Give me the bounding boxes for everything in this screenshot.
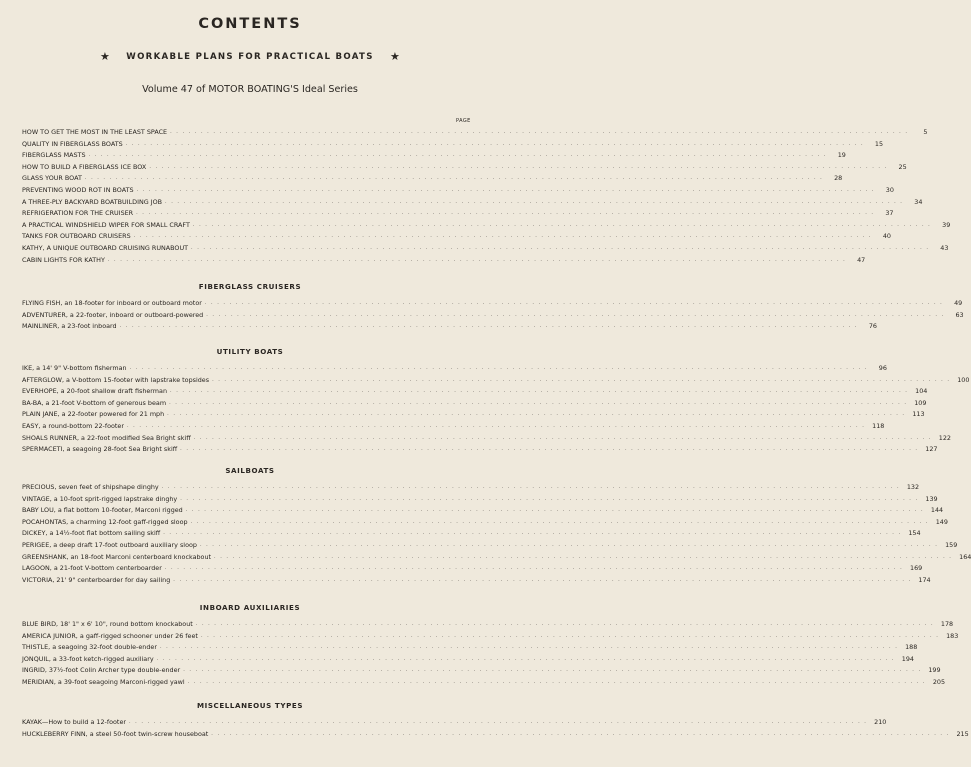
entry-page-number: 154 (908, 529, 921, 538)
entry-title: PRECIOUS, seven feet of shipshape dinghy (22, 483, 159, 491)
section-heading: INBOARD AUXILIARIES (199, 603, 301, 612)
entry-title: REFRIGERATION FOR THE CRUISER (22, 209, 134, 218)
dot-leader: . . . . . . . . . . . . . . . . . . . . . . . . . . . . . . . . . . . . . . . . . . . . . . . . . . . . . . . . . . . . . . . . . . . . . . . . . . . . . . . . . . . . . . . . . . . . . . . . . . . . . . . . . . . . . . . . . . . . . . . . (200, 632, 940, 639)
contents-entry (22, 572, 931, 584)
entry-page-number: 43 (940, 244, 949, 252)
entry-page-number: 178 (940, 620, 954, 628)
entry-title: HUCKLEBERRY FINN, a steel 50-foot twin-screw houseboat (22, 729, 209, 738)
entry-title: GREENSHANK, an 18-foot Marconi centerboard knockabout (22, 552, 212, 561)
entry-title: EASY, a round-bottom 22-footer (22, 422, 124, 430)
entry-page-number: 183 (946, 631, 959, 640)
dot-leader: . . . . . . . . . . . . . . . . . . . . . . . . . . . . . . . . . . . . . . . . . . . . . . . . . . . . . . . . . . . . . . . . . . . . . . . . . . . . . . . . . . . . . . . . . . . . . . . . . . . . . . . . . . . . . . . . . . . . . . . . (163, 530, 902, 537)
entry-page-number: 188 (905, 643, 918, 652)
dot-leader: . . . . . . . . . . . . . . . . . . . . . . . . . . . . . . . . . . . . . . . . . . . . . . . . . . . . . . . . . . . . . . . . . . . . . . . . . . . . . . . . . . . . . . . . . . . . . . . . . . . . . . . . . . . . . . . . . . . . . . . . (185, 507, 925, 514)
entry-page-number: 28 (834, 174, 843, 183)
dot-leader: . . . . . . . . . . . . . . . . . . . . . . . . . . . . . . . . . . . . . . . . . . . . . . . . . . . . . . . . . . . . . . . . . . . . . . . . . . . . . . . . . . . . . . . . . . . . . . . . . . . . . . . . . . . . . . . . . . . . . . . . (190, 518, 929, 525)
contents-entry (22, 674, 946, 686)
contents-entry (22, 360, 887, 372)
section-heading: UTILITY BOATS (216, 347, 284, 356)
contents-entry (22, 514, 948, 526)
entry-title: IKE, a 14' 9" V-bottom fisherman (22, 364, 127, 372)
dot-leader: . . . . . . . . . . . . . . . . . . . . . . . . . . . . . . . . . . . . . . . . . . . . . . . . . . . . . . . . . . . . . . . . . . . . . . . . . . . . . . . . . . . . . . . . . . . . . . . . . . . . . . . . . . . . . . . . . . . . . . . . (191, 245, 930, 251)
entry-page-number: 39 (942, 220, 951, 229)
entry-page-number: 15 (874, 139, 884, 148)
dot-leader: . . . . . . . . . . . . . . . . . . . . . . . . . . . . . . . . . . . . . . . . . . . . . . . . . . . . . . . . . . . . . . . . . . . . . . . . . . . . . . . . . . . . . . . . . . . . . . . . . . . . . . . . . . . . . . . . . . . . . . . . (156, 655, 895, 662)
contents-entry (22, 479, 920, 491)
entry-title: DICKEY, a 14½-foot flat bottom sailing skiff (22, 529, 161, 538)
entry-title: VICTORIA, 21' 9" centerboarder for day sailing (22, 575, 171, 584)
entry-title: SPERMACETI, a seagoing 28-foot Sea Bright skiff (22, 445, 178, 454)
dot-leader: . . . . . . . . . . . . . . . . . . . . . . . . . . . . . . . . . . . . . . . . . . . . . . . . . . . . . . . . . . . . . . . . . . . . . . . . . . . . . . . . . . . . . . . . . . . . . . . . . . . . . . . . . . . . . . . . . . . . . . . . (170, 129, 909, 135)
dot-leader: . . . . . . . . . . . . . . . . . . . . . . . . . . . . . . . . . . . . . . . . . . . . . . . . . . . . . . . . . . . . . . . . . . . . . . . . . . . . . . . . . . . . . . . . . . . . . . . . . . . . . . . . . . . . . . . . . . . . . . . . (136, 187, 875, 193)
entry-page-number: 159 (945, 541, 958, 549)
entry-page-number: 5 (923, 128, 928, 136)
entry-page-number: 127 (925, 445, 938, 454)
dot-leader: . . . . . . . . . . . . . . . . . . . . . . . . . . . . . . . . . . . . . . . . . . . . . . . . . . . . . . . . . . . . . . . . . . . . . . . . . . . . . . . . . . . . . . . . . . . . . . . . . . . . . . . . . . . . . . . . . . . . . . . . (173, 576, 912, 583)
entry-title: AMERICA JUNIOR, a gaff-rigged schooner under 26 feet (22, 631, 198, 640)
entry-page-number: 210 (874, 718, 887, 726)
contents-entry (22, 502, 944, 515)
entry-page-number: 205 (932, 678, 946, 686)
entry-page-number: 164 (959, 552, 971, 561)
entry-title: MERIDIAN, a 39-foot seagoing Marconi-rigged yawl (22, 678, 185, 686)
entry-page-number: 96 (878, 364, 887, 372)
entry-page-number: 34 (914, 197, 923, 206)
contents-entry (22, 136, 884, 148)
section-heading: SAILBOATS (225, 466, 275, 475)
contents-entry (22, 639, 918, 652)
contents-entry (22, 406, 925, 419)
contents-entry (22, 714, 887, 726)
entry-title: HOW TO BUILD A FIBERGLASS ICE BOX (22, 162, 147, 171)
entry-page-number: 49 (954, 299, 963, 307)
entry-title: AFTERGLOW, a V-bottom 15-footer with lapstrake topsides (22, 375, 210, 384)
entry-page-number: 40 (882, 232, 891, 241)
dot-leader: . . . . . . . . . . . . . . . . . . . . . . . . . . . . . . . . . . . . . . . . . . . . . . . . . . . . . . . . . . . . . . . . . . . . . . . . . . . . . . . . . . . . . . . . . . . . . . . . . . . . . . . . . . . . . . . . . . . . . . . . (161, 484, 901, 490)
dot-leader: . . . . . . . . . . . . . . . . . . . . . . . . . . . . . . . . . . . . . . . . . . . . . . . . . . . . . . . . . . . . . . . . . . . . . . . . . . . . . . . . . . . . . . . . . . . . . . . . . . . . . . . . . . . . . . . . . . . . . . . . (187, 679, 927, 685)
contents-entry (22, 194, 923, 206)
entry-title: FLYING FISH, an 18-footer for inboard or outboard motor (22, 299, 202, 307)
entry-title: ADVENTURER, a 22-footer, inboard or outboard-powered (22, 310, 204, 319)
contents-entry (22, 441, 938, 454)
entry-page-number: 76 (868, 322, 877, 331)
dot-leader: . . . . . . . . . . . . . . . . . . . . . . . . . . . . . . . . . . . . . . . . . . . . . . . . . . . . . . . . . . . . . . . . . . . . . . . . . . . . . . . . . . . . . . . . . . . . . . . . . . . . . . . . . . . . . . . . . . . . . . . . (149, 163, 888, 170)
section-heading: FIBERGLASS CRUISERS (198, 282, 302, 291)
entry-title: BA-BA, a 21-foot V-bottom of generous beam (22, 398, 167, 407)
dot-leader: . . . . . . . . . . . . . . . . . . . . . . . . . . . . . . . . . . . . . . . . . . . . . . . . . . . . . . . . . . . . . . . . . . . . . . . . . . . . . . . . . . . . . . . . . . . . . . . . . . . . . . . . . . . . . . . . . . . . . . . . (129, 719, 868, 725)
entry-title: BLUE BIRD, 18' 1" x 6' 10", round bottom knockabout (22, 620, 193, 628)
volume-line: Volume 47 of MOTOR BOATING'S Ideal Series (142, 84, 358, 95)
entry-page-number: 132 (906, 483, 920, 491)
entry-title: POCAHONTAS, a charming 12-foot gaff-rigged sloop (22, 517, 188, 526)
dot-leader: . . . . . . . . . . . . . . . . . . . . . . . . . . . . . . . . . . . . . . . . . . . . . . . . . . . . . . . . . . . . . . . . . . . . . . . . . . . . . . . . . . . . . . . . . . . . . . . . . . . . . . . . . . . . . . . . . . . . . . . . (206, 311, 945, 318)
entry-title: FIBERGLASS MASTS (22, 151, 86, 160)
dot-leader: . . . . . . . . . . . . . . . . . . . . . . . . . . . . . . . . . . . . . . . . . . . . . . . . . . . . . . . . . . . . . . . . . . . . . . . . . . . . . . . . . . . . . . . . . . . . . . . . . . . . . . . . . . . . . . . . . . . . . . . . (129, 365, 868, 371)
entry-page-number: 25 (898, 162, 907, 171)
contents-entry (22, 651, 914, 663)
entry-title: PREVENTING WOOD ROT IN BOATS (22, 186, 134, 194)
entry-page-number: 199 (928, 666, 941, 675)
dot-leader: . . . . . . . . . . . . . . . . . . . . . . . . . . . . . . . . . . . . . . . . . . . . . . . . . . . . . . . . . . . . . . . . . . . . . . . . . . . . . . . . . . . . . . . . . . . . . . . . . . . . . . . . . . . . . . . . . . . . . . . . (214, 553, 953, 560)
entry-title: GLASS YOUR BOAT (22, 174, 82, 183)
contents-entry (22, 491, 938, 503)
dot-leader: . . . . . . . . . . . . . . . . . . . . . . . . . . . . . . . . . . . . . . . . . . . . . . . . . . . . . . . . . . . . . . . . . . . . . . . . . . . . . . . . . . . . . . . . . . . . . . . . . . . . . . . . . . . . . . . . . . . . . . . . (167, 411, 906, 418)
contents-entry (22, 240, 949, 252)
entry-page-number: 174 (918, 575, 931, 584)
dot-leader: . . . . . . . . . . . . . . . . . . . . . . . . . . . . . . . . . . . . . . . . . . . . . . . . . . . . . . . . . . . . . . . . . . . . . . . . . . . . . . . . . . . . . . . . . . . . . . . . . . . . . . . . . . . . . . . . . . . . . . . . (125, 140, 865, 147)
contents-entry (22, 537, 958, 549)
dot-leader: . . . . . . . . . . . . . . . . . . . . . . . . . . . . . . . . . . . . . . . . . . . . . . . . . . . . . . . . . . . . . . . . . . . . . . . . . . . . . . . . . . . . . . . . . . . . . . . . . . . . . . . . . . . . . . . . . . . . . . . . (180, 495, 919, 502)
contents-entry (22, 662, 941, 675)
star-icon: ★ (390, 50, 400, 63)
contents-entry (22, 217, 951, 229)
entry-title: SHOALS RUNNER, a 22-foot modified Sea Bright skiff (22, 433, 191, 442)
dot-leader: . . . . . . . . . . . . . . . . . . . . . . . . . . . . . . . . . . . . . . . . . . . . . . . . . . . . . . . . . . . . . . . . . . . . . . . . . . . . . . . . . . . . . . . . . . . . . . . . . . . . . . . . . . . . . . . . . . . . . . . . (204, 300, 944, 306)
entry-page-number: 149 (935, 517, 948, 526)
entry-title: TANKS FOR OUTBOARD CRUISERS (22, 232, 131, 241)
dot-leader: . . . . . . . . . . . . . . . . . . . . . . . . . . . . . . . . . . . . . . . . . . . . . . . . . . . . . . . . . . . . . . . . . . . . . . . . . . . . . . . . . . . . . . . . . . . . . . . . . . . . . . . . . . . . . . . . . . . . . . . . (169, 399, 908, 406)
contents-entry (22, 307, 964, 319)
contents-entry (22, 383, 928, 396)
entry-page-number: 100 (957, 375, 970, 384)
dot-leader: . . . . . . . . . . . . . . . . . . . . . . . . . . . . . . . . . . . . . . . . . . . . . . . . . . . . . . . . . . . . . . . . . . . . . . . . . . . . . . . . . . . . . . . . . . . . . . . . . . . . . . . . . . . . . . . . . . . . . . . . (84, 175, 824, 182)
contents-entry (22, 318, 877, 331)
contents-entry (22, 159, 907, 171)
contents-entry (22, 525, 921, 538)
entry-title: THISTLE, a seagoing 32-foot double-ender (22, 643, 157, 652)
section-heading: MISCELLANEOUS TYPES (196, 701, 304, 710)
entry-title: QUALITY IN FIBERGLASS BOATS (22, 139, 123, 148)
contents-entry (22, 124, 928, 136)
entry-page-number: 47 (857, 255, 866, 264)
dot-leader: . . . . . . . . . . . . . . . . . . . . . . . . . . . . . . . . . . . . . . . . . . . . . . . . . . . . . . . . . . . . . . . . . . . . . . . . . . . . . . . . . . . . . . . . . . . . . . . . . . . . . . . . . . . . . . . . . . . . . . . . (180, 446, 919, 453)
contents-entry (22, 726, 969, 738)
contents-entry (22, 430, 951, 442)
contents-entry (22, 182, 894, 194)
dot-leader: . . . . . . . . . . . . . . . . . . . . . . . . . . . . . . . . . . . . . . . . . . . . . . . . . . . . . . . . . . . . . . . . . . . . . . . . . . . . . . . . . . . . . . . . . . . . . . . . . . . . . . . . . . . . . . . . . . . . . . . . (107, 256, 847, 263)
entry-page-number: 139 (925, 494, 938, 503)
entry-page-number: 215 (956, 729, 969, 738)
entry-title: INGRID, 37½-foot Colin Archer type double-ender (22, 666, 181, 675)
entry-page-number: 19 (837, 151, 846, 160)
dot-leader: . . . . . . . . . . . . . . . . . . . . . . . . . . . . . . . . . . . . . . . . . . . . . . . . . . . . . . . . . . . . . . . . . . . . . . . . . . . . . . . . . . . . . . . . . . . . . . . . . . . . . . . . . . . . . . . . . . . . . . . . (183, 667, 922, 674)
dot-leader: . . . . . . . . . . . . . . . . . . . . . . . . . . . . . . . . . . . . . . . . . . . . . . . . . . . . . . . . . . . . . . . . . . . . . . . . . . . . . . . . . . . . . . . . . . . . . . . . . . . . . . . . . . . . . . . . . . . . . . . . (133, 233, 872, 240)
entry-title: VINTAGE, a 10-foot sprit-rigged lapstrake dinghy (22, 494, 178, 503)
dot-leader: . . . . . . . . . . . . . . . . . . . . . . . . . . . . . . . . . . . . . . . . . . . . . . . . . . . . . . . . . . . . . . . . . . . . . . . . . . . . . . . . . . . . . . . . . . . . . . . . . . . . . . . . . . . . . . . . . . . . . . . . (193, 434, 932, 441)
star-icon: ★ (100, 50, 110, 63)
entry-title: PLAIN JANE, a 22-footer powered for 21 mph (22, 410, 165, 419)
entry-title: PERIGEE, a deep draft 17-foot outboard auxiliary sloop (22, 541, 197, 549)
entry-page-number: 63 (955, 310, 964, 319)
dot-leader: . . . . . . . . . . . . . . . . . . . . . . . . . . . . . . . . . . . . . . . . . . . . . . . . . . . . . . . . . . . . . . . . . . . . . . . . . . . . . . . . . . . . . . . . . . . . . . . . . . . . . . . . . . . . . . . . . . . . . . . . (159, 644, 899, 651)
dot-leader: . . . . . . . . . . . . . . . . . . . . . . . . . . . . . . . . . . . . . . . . . . . . . . . . . . . . . . . . . . . . . . . . . . . . . . . . . . . . . . . . . . . . . . . . . . . . . . . . . . . . . . . . . . . . . . . . . . . . . . . . (192, 221, 932, 228)
entry-title: HOW TO GET THE MOST IN THE LEAST SPACE (22, 128, 168, 136)
entry-title: BABY LOU, a flat bottom 10-footer, Marconi rigged (22, 506, 183, 515)
dot-leader: . . . . . . . . . . . . . . . . . . . . . . . . . . . . . . . . . . . . . . . . . . . . . . . . . . . . . . . . . . . . . . . . . . . . . . . . . . . . . . . . . . . . . . . . . . . . . . . . . . . . . . . . . . . . . . . . . . . . . . . . (212, 376, 951, 383)
page-title: CONTENTS (198, 16, 302, 32)
contents-entry (22, 228, 891, 241)
dot-leader: . . . . . . . . . . . . . . . . . . . . . . . . . . . . . . . . . . . . . . . . . . . . . . . . . . . . . . . . . . . . . . . . . . . . . . . . . . . . . . . . . . . . . . . . . . . . . . . . . . . . . . . . . . . . . . . . . . . . . . . . (164, 565, 904, 572)
contents-entry (22, 549, 971, 561)
entry-page-number: 122 (938, 433, 951, 442)
entry-page-number: 104 (915, 387, 928, 396)
entry-title: A THREE-PLY BACKYARD BOATBUILDING JOB (22, 197, 163, 206)
dot-leader: . . . . . . . . . . . . . . . . . . . . . . . . . . . . . . . . . . . . . . . . . . . . . . . . . . . . . . . . . . . . . . . . . . . . . . . . . . . . . . . . . . . . . . . . . . . . . . . . . . . . . . . . . . . . . . . . . . . . . . . . (195, 621, 935, 627)
entry-page-number: 144 (930, 506, 944, 515)
contents-entry (22, 295, 963, 307)
contents-entry (22, 628, 959, 640)
entry-title: JONQUIL, a 33-foot ketch-rigged auxiliary (22, 654, 154, 663)
entry-page-number: 109 (914, 398, 927, 407)
dot-leader: . . . . . . . . . . . . . . . . . . . . . . . . . . . . . . . . . . . . . . . . . . . . . . . . . . . . . . . . . . . . . . . . . . . . . . . . . . . . . . . . . . . . . . . . . . . . . . . . . . . . . . . . . . . . . . . . . . . . . . . . (126, 423, 866, 429)
dot-leader: . . . . . . . . . . . . . . . . . . . . . . . . . . . . . . . . . . . . . . . . . . . . . . . . . . . . . . . . . . . . . . . . . . . . . . . . . . . . . . . . . . . . . . . . . . . . . . . . . . . . . . . . . . . . . . . . . . . . . . . . (88, 152, 827, 159)
contents-entry (22, 147, 846, 160)
entry-title: CABIN LIGHTS FOR KATHY (22, 255, 105, 264)
dot-leader: . . . . . . . . . . . . . . . . . . . . . . . . . . . . . . . . . . . . . . . . . . . . . . . . . . . . . . . . . . . . . . . . . . . . . . . . . . . . . . . . . . . . . . . . . . . . . . . . . . . . . . . . . . . . . . . . . . . . . . . . (170, 388, 909, 395)
dot-leader: . . . . . . . . . . . . . . . . . . . . . . . . . . . . . . . . . . . . . . . . . . . . . . . . . . . . . . . . . . . . . . . . . . . . . . . . . . . . . . . . . . . . . . . . . . . . . . . . . . . . . . . . . . . . . . . . . . . . . . . . (199, 542, 939, 548)
entry-title: KATHY, A UNIQUE OUTBOARD CRUISING RUNABOUT (22, 244, 189, 252)
entry-title: A PRACTICAL WINDSHIELD WIPER FOR SMALL CRAFT (22, 220, 190, 229)
entry-page-number: 194 (901, 654, 914, 663)
contents-entry (22, 205, 894, 218)
contents-entry (22, 616, 954, 628)
dot-leader: . . . . . . . . . . . . . . . . . . . . . . . . . . . . . . . . . . . . . . . . . . . . . . . . . . . . . . . . . . . . . . . . . . . . . . . . . . . . . . . . . . . . . . . . . . . . . . . . . . . . . . . . . . . . . . . . . . . . . . . . (136, 210, 875, 217)
contents-entry (22, 252, 866, 264)
entry-page-number: 118 (872, 422, 885, 430)
contents-entry (22, 395, 927, 407)
contents-entry (22, 170, 843, 183)
page-column-label: PAGE (456, 118, 471, 124)
dot-leader: . . . . . . . . . . . . . . . . . . . . . . . . . . . . . . . . . . . . . . . . . . . . . . . . . . . . . . . . . . . . . . . . . . . . . . . . . . . . . . . . . . . . . . . . . . . . . . . . . . . . . . . . . . . . . . . . . . . . . . . . (165, 198, 904, 205)
entry-page-number: 30 (885, 186, 894, 194)
entry-title: LAGOON, a 21-foot V-bottom centerboarder (22, 564, 162, 573)
contents-entry (22, 560, 923, 573)
entry-page-number: 37 (885, 209, 894, 218)
entry-title: KAYAK—How to build a 12-footer (22, 718, 126, 726)
entry-title: MAINLINER, a 23-foot inboard (22, 322, 117, 331)
entry-page-number: 113 (912, 410, 925, 419)
dot-leader: . . . . . . . . . . . . . . . . . . . . . . . . . . . . . . . . . . . . . . . . . . . . . . . . . . . . . . . . . . . . . . . . . . . . . . . . . . . . . . . . . . . . . . . . . . . . . . . . . . . . . . . . . . . . . . . . . . . . . . . . (211, 730, 950, 737)
contents-entry (22, 418, 885, 430)
entry-page-number: 169 (910, 564, 923, 573)
page-subtitle: WORKABLE PLANS FOR PRACTICAL BOATS (126, 52, 374, 62)
dot-leader: . . . . . . . . . . . . . . . . . . . . . . . . . . . . . . . . . . . . . . . . . . . . . . . . . . . . . . . . . . . . . . . . . . . . . . . . . . . . . . . . . . . . . . . . . . . . . . . . . . . . . . . . . . . . . . . . . . . . . . . . (119, 323, 858, 330)
contents-entry (22, 372, 970, 384)
entry-title: EVERHOPE, a 20-foot shallow draft fisherman (22, 387, 168, 396)
